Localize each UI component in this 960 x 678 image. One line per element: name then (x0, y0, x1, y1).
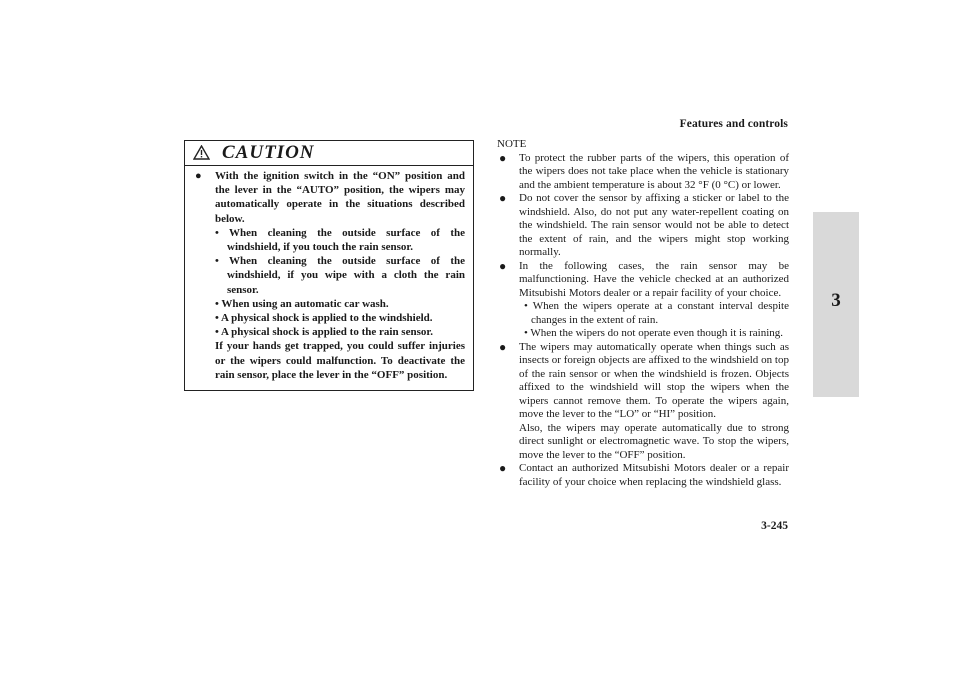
chapter-tab (813, 212, 859, 397)
caution-subitem: • When using an automatic car wash. (215, 297, 389, 310)
note-item (497, 152, 789, 193)
note-item-text: Do not cover the sensor by affixing a sticker or label to the windshield. Also, do not put any water-repellent coating on the windshield. The rain sensor would not be able to detect the extent of rain, and the wipers might stop working normally. (519, 192, 789, 258)
note-section (497, 138, 789, 489)
bullet-icon: ● (195, 170, 202, 182)
note-item (497, 341, 789, 463)
caution-intro: With the ignition switch in the “ON” position and the lever in the “AUTO” position, the wipers may automatically operate in the situations described below. (215, 170, 465, 225)
bullet-icon: ● (499, 339, 507, 354)
caution-body (185, 166, 473, 382)
bullet-icon: ● (499, 258, 507, 273)
bullet-icon: ● (499, 191, 507, 205)
note-item (497, 260, 789, 341)
note-item-text: In the following cases, the rain sensor may be malfunctioning. Have the vehicle checked at an authorized Mitsubishi Motors dealer or a repair facility of your choice. (519, 259, 789, 299)
bullet-icon: ● (499, 150, 507, 165)
note-item-extra: Also, the wipers may operate automatically due to strong direct sunlight or electromagnetic wave. To stop the wipers, move the lever to the “OFF” position. (519, 421, 789, 461)
note-item-text: The wipers may automatically operate when things such as insects or foreign objects are affixed to the windshield on top of the rain sensor or when the windshield is frozen. Objects affixed to the windshield will stop the wipers when the wipers cannot remove them. To operate the wipers again, move the lever to the “LO” or “HI” position. (519, 340, 789, 420)
caution-sublist (193, 226, 465, 340)
page-header-title: Features and controls (679, 118, 788, 130)
warning-triangle-icon (193, 145, 210, 160)
note-item-text: Contact an authorized Mitsubishi Motors dealer or a repair facility of your choice when replacing the windshield glass. (519, 462, 789, 488)
caution-intro-item (193, 169, 465, 226)
chapter-number: 3 (831, 290, 841, 311)
note-subitem: • When the wipers operate at a constant interval despite changes in the extent of rain. (524, 300, 789, 326)
note-label: NOTE (497, 138, 527, 150)
caution-subitem: • When cleaning the outside surface of the windshield, if you touch the rain sensor. (215, 226, 465, 254)
caution-header (185, 141, 473, 166)
note-item (497, 462, 789, 489)
caution-subitem: • When cleaning the outside surface of the windshield, if you wipe with a cloth the rain sensor. (215, 255, 465, 296)
note-item (497, 192, 789, 260)
caution-title: CAUTION (222, 142, 315, 163)
note-subitem: • When the wipers do not operate even though it is raining. (524, 327, 784, 339)
caution-subitem: • A physical shock is applied to the rain sensor. (215, 326, 433, 339)
page-number: 3-245 (761, 520, 788, 532)
bullet-icon: ● (499, 461, 507, 475)
caution-box (184, 140, 474, 391)
note-item-text: To protect the rubber parts of the wipers, this operation of the wipers does not take place when the vehicle is stationary and the ambient temperature is about 32 °F (0 °C) or lower. (519, 151, 789, 191)
caution-subitem: • A physical shock is applied to the windshield. (215, 312, 433, 325)
caution-warning: If your hands get trapped, you could suffer injuries or the wipers could malfunction. To deactivate the rain sensor, place the lever in the “OFF” position. (215, 340, 465, 381)
